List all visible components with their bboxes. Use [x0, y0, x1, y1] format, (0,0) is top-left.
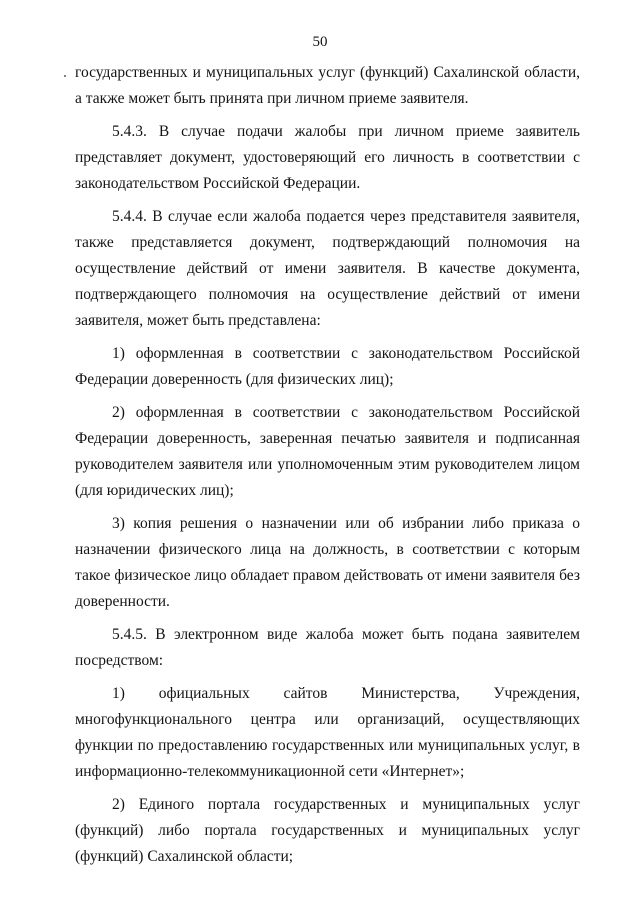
list-item-3-appointment-decision-copy: 3) копия решения о назначении или об избрании либо приказа о назначении физического лица на должность, в соответствии с которым такое физическое лицо обладает правом действовать от имени заявителя без доверенности.: [75, 515, 580, 610]
list-item-2-power-of-attorney-legal-entities: 2) оформленная в соответствии с законодательством Российской Федерации доверенность, заверенная печатью заявителя и подписанная руководителем заявителя или уполномоченным этим руководителем лицом (для юридических лиц);: [75, 404, 580, 499]
list-item-1-power-of-attorney-individuals: 1) оформленная в соответствии с законодательством Российской Федерации доверенность (для физических лиц);: [75, 345, 580, 388]
page-number: 50: [312, 34, 328, 50]
list-item-2-unified-portal: 2) Единого портала государственных и муниципальных услуг (функций) либо портала государственных и муниципальных услуг (функций) Сахалинской области;: [75, 796, 580, 865]
list-item-1-official-websites: 1) официальных сайтов Министерства, Учреждения, многофункционального центра или организаций, осуществляющих функции по предоставлению государственных или муниципальных услуг, в информационно-телекоммуникационной сети «Интернет»;: [75, 685, 580, 780]
paragraph-5-4-3: 5.4.3. В случае подачи жалобы при личном приеме заявитель представляет документ, удостоверяющий его личность в соответствии с законодательством Российской Федерации.: [75, 123, 580, 192]
scan-speck: [64, 75, 66, 77]
paragraph-continuation: государственных и муниципальных услуг (функций) Сахалинской области, а также может быть принята при личном приеме заявителя.: [75, 64, 580, 107]
paragraph-5-4-4: 5.4.4. В случае если жалоба подается через представителя заявителя, также представляется документ, подтверждающий полномочия на осуществление действий от имени заявителя. В качестве документа, подтверждающего полномочия на осуществление действий от имени заявителя, может быть представлена:: [75, 208, 580, 329]
document-body: [75, 60, 580, 877]
paragraph-5-4-5: 5.4.5. В электронном виде жалоба может быть подана заявителем посредством:: [75, 626, 580, 669]
